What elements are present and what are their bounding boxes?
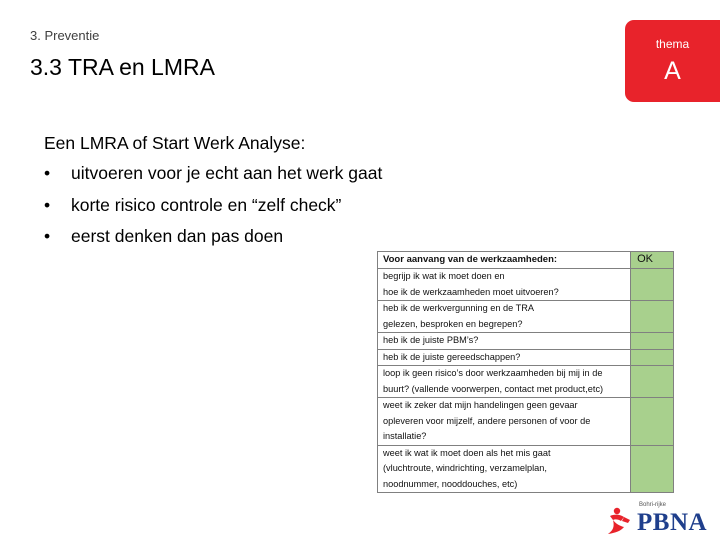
- pbna-figure-logo-icon: [604, 507, 636, 537]
- logo-wordmark: PBNA: [637, 509, 708, 536]
- ok-cell: [631, 269, 674, 301]
- checklist-header-row: [378, 252, 674, 269]
- theme-badge-label: thema: [655, 37, 690, 51]
- section-label: 3. Preventie: [30, 28, 100, 43]
- table-row: [378, 398, 674, 446]
- checklist-question: weet ik zeker dat mijn handelingen geen gevaar opleveren voor mijzelf, andere personen of voor de installatie?: [378, 398, 631, 446]
- logo-tagline: Bohri-rijke: [639, 502, 667, 508]
- lmra-checklist: [377, 251, 674, 493]
- ok-header: OK: [631, 252, 674, 269]
- table-row: [378, 269, 674, 301]
- table-row: [378, 349, 674, 366]
- list-item: • uitvoeren voor je echt aan het werk gaat: [44, 163, 383, 183]
- bullet-list: [44, 163, 382, 258]
- intro-text: Een LMRA of Start Werk Analyse:: [44, 133, 306, 153]
- theme-badge-letter: A: [664, 57, 681, 85]
- table-row: [378, 445, 674, 493]
- ok-cell: [631, 349, 674, 366]
- ok-cell: [631, 333, 674, 350]
- ok-cell: [631, 398, 674, 446]
- table-row: [378, 301, 674, 333]
- ok-cell: [631, 366, 674, 398]
- checklist-header: Voor aanvang van de werkzaamheden:: [378, 252, 631, 269]
- checklist-question: heb ik de werkvergunning en de TRA gelezen, besproken en begrepen?: [378, 301, 631, 333]
- page-title: 3.3 TRA en LMRA: [30, 54, 215, 80]
- ok-cell: [631, 445, 674, 493]
- ok-cell: [631, 301, 674, 333]
- bullet-text: eerst denken dan pas doen: [71, 226, 284, 246]
- checklist-question: begrijp ik wat ik moet doen en hoe ik de werkzaamheden moet uitvoeren?: [378, 269, 631, 301]
- table-row: [378, 333, 674, 350]
- checklist-question: heb ik de juiste PBM’s?: [378, 333, 631, 350]
- pbna-logo: [604, 502, 714, 538]
- theme-badge: [625, 20, 720, 102]
- bullet-text: korte risico controle en “zelf check”: [71, 194, 342, 215]
- list-item: • korte risico controle en “zelf check”: [44, 194, 342, 215]
- bullet-text: uitvoeren voor je echt aan het werk gaat: [71, 163, 383, 183]
- checklist-question: weet ik wat ik moet doen als het mis gaat (vluchtroute, windrichting, verzamelplan, noodnummer, nooddouches, etc): [378, 445, 631, 493]
- checklist-question: loop ik geen risico’s door werkzaamheden bij mij in de buurt? (vallende voorwerpen, contact met product,etc): [378, 366, 631, 398]
- table-row: [378, 366, 674, 398]
- list-item: • eerst denken dan pas doen: [44, 226, 284, 246]
- checklist-question: heb ik de juiste gereedschappen?: [378, 349, 631, 366]
